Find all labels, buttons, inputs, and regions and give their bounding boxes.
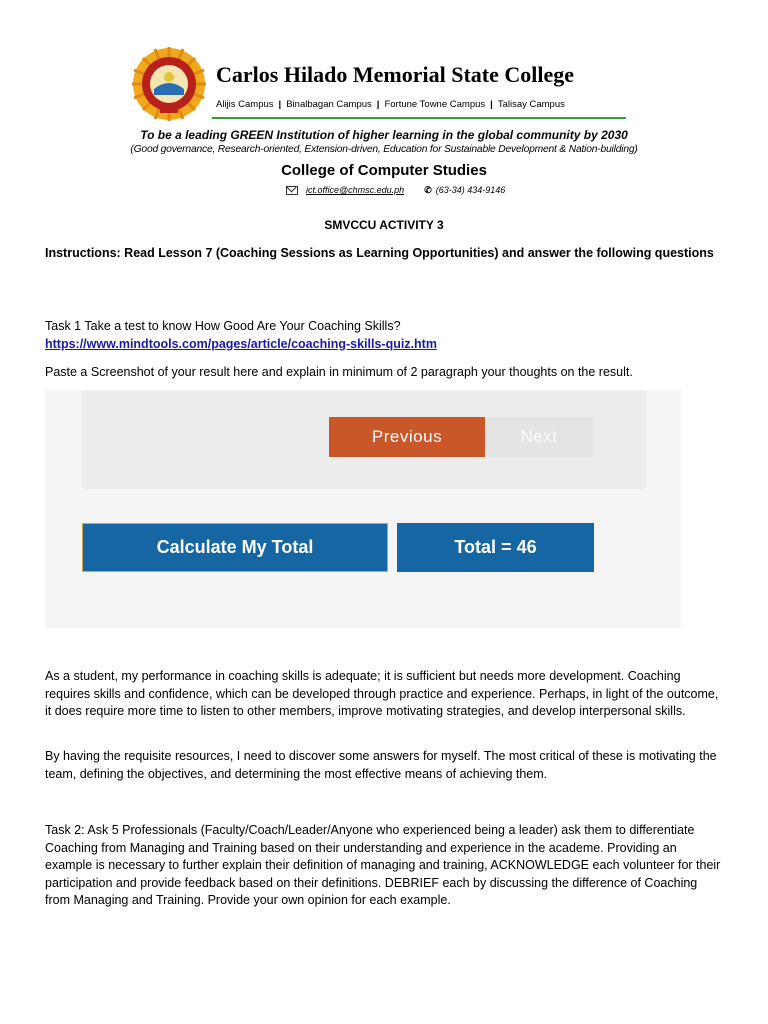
instructions: Instructions: Read Lesson 7 (Coaching Sessions as Learning Opportunities) and answer the following questions <box>45 246 714 260</box>
paste-instruction: Paste a Screenshot of your result here and explain in minimum of 2 paragraph your thoughts on the result. <box>45 365 633 379</box>
result-paragraph-2: By having the requisite resources, I need to discover some answers for myself. The most critical of these is motivating the team, defining the objectives, and determining the most effective means of achieving them. <box>45 749 717 781</box>
campus-separator: | <box>376 99 380 110</box>
contact-info <box>286 185 505 196</box>
college-seal-logo <box>132 47 206 121</box>
mail-icon <box>286 186 298 195</box>
department-name: College of Computer Studies <box>281 162 487 179</box>
campus-separator: | <box>490 99 493 110</box>
phone-number: (63-34) 434-9146 <box>435 185 506 195</box>
campus-list <box>216 99 565 110</box>
total-score-display: Total = 46 <box>397 523 594 572</box>
email-link[interactable]: ict.office@chmsc.edu.ph <box>306 185 405 195</box>
vision-subtitle: (Good governance, Research-oriented, Extension-driven, Education for Sustainable Development & Nation-building) <box>130 144 638 155</box>
calculate-total-button[interactable]: Calculate My Total <box>82 523 388 572</box>
header-divider <box>212 117 626 119</box>
phone-icon: ✆ <box>424 185 432 195</box>
activity-title: SMVCCU ACTIVITY 3 <box>324 218 444 232</box>
campus-binalbagan: Binalbagan Campus <box>286 99 372 110</box>
vision-statement: To be a leading GREEN Institution of higher learning in the global community by 2030 <box>140 128 628 142</box>
college-name: Carlos Hilado Memorial State College <box>216 62 575 87</box>
task1-section <box>45 318 725 353</box>
campus-separator: | <box>278 99 282 110</box>
campus-fortune-towne: Fortune Towne Campus <box>384 99 486 110</box>
next-button[interactable]: Next <box>485 417 593 457</box>
task2-text: Task 2: Ask 5 Professionals (Faculty/Coach/Leader/Anyone who experienced being a leader) ask them to differentiate Coaching from Managing and Training based on their understanding and experience in the academe. Providing an example is necessary to further explain their definition of managing and training, ACKNOWLEDGE each volunteer for their participation and provide feedback based on their definitions. DEBRIEF each by discussing the difference of Coaching from Managing and Training. Provide your own opinion for each example. <box>45 823 721 907</box>
task1-text: Task 1 Take a test to know How Good Are Your Coaching Skills? <box>45 319 401 333</box>
previous-button[interactable]: Previous <box>329 417 485 457</box>
campus-alijis: Alijis Campus <box>216 99 274 110</box>
campus-talisay: Talisay Campus <box>497 99 565 110</box>
quiz-link[interactable]: https://www.mindtools.com/pages/article/coaching-skills-quiz.htm <box>45 336 437 351</box>
result-paragraph-1: As a student, my performance in coaching skills is adequate; it is sufficient but needs more development. Coaching requires skills and confidence, which can be developed through practice and experience. Perhaps, in light of the outcome, it does require more time to listen to other members, improve motivating strategies, and develop interpersonal skills. <box>45 669 719 718</box>
